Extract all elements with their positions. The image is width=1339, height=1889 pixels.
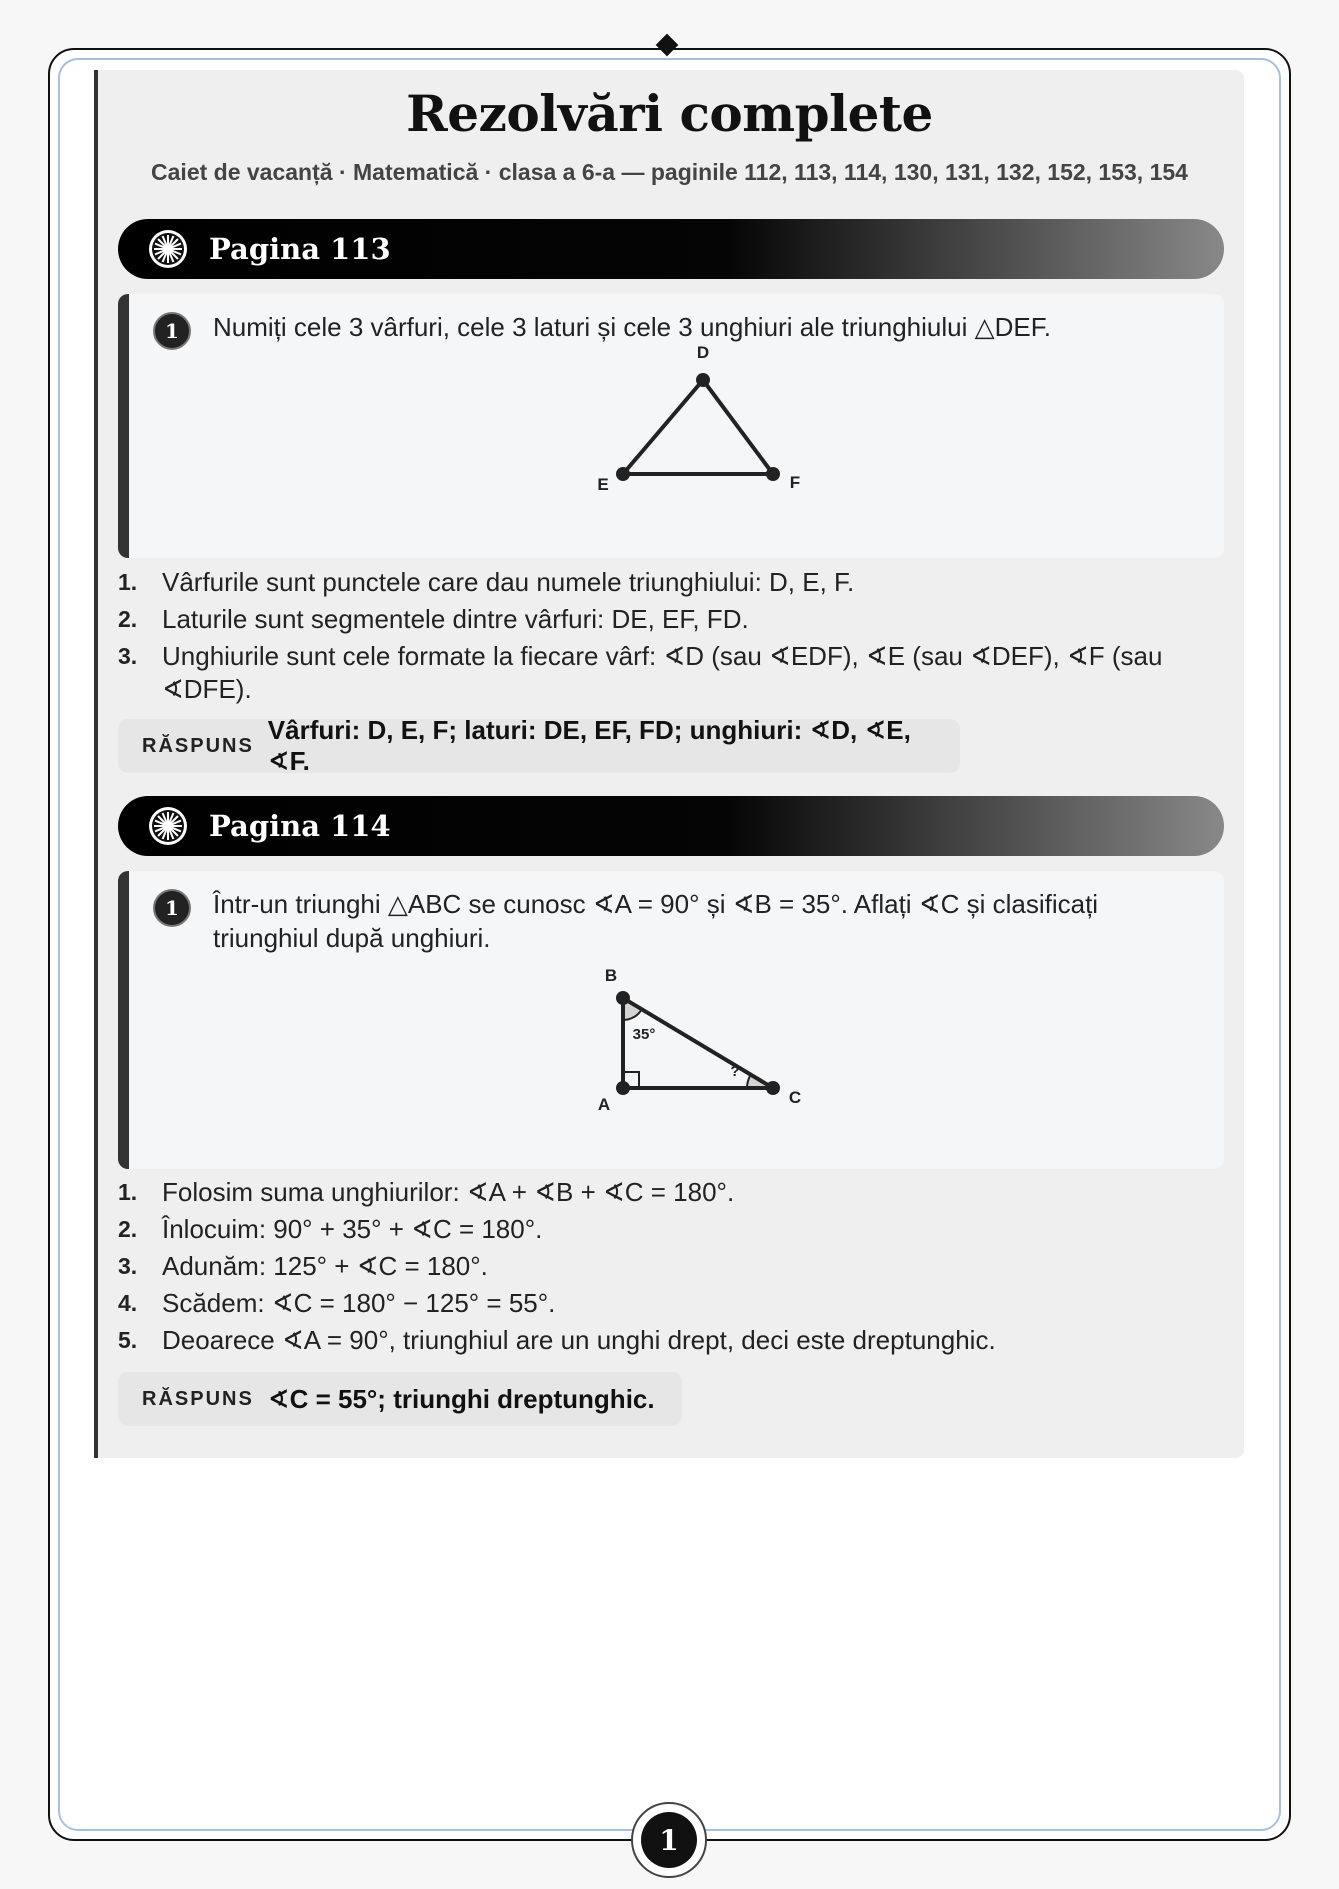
answer-label: RĂSPUNS	[142, 734, 254, 757]
vertex-label-f: F	[789, 473, 801, 492]
sunburst-icon	[148, 229, 188, 269]
step-item: 1. Folosim suma unghiurilor: ∢A + ∢B + ∢C = 180°.	[118, 1177, 735, 1207]
solution-steps	[118, 1176, 1198, 1361]
sunburst-icon	[148, 806, 188, 846]
problem-statement: Într-un triunghi △ABC se cunosc ∢A = 90° și ∢B = 35°. Aflați ∢C și clasificați triunghiul după unghiuri.	[213, 889, 1099, 953]
problem-statement: Numiți cele 3 vârfuri, cele 3 laturi și cele 3 unghiuri ale triunghiului △DEF.	[213, 312, 1051, 342]
step-item: 1. Vârfurile sunt punctele care dau numele triunghiului: D, E, F.	[118, 567, 855, 597]
step-item: 2. Înlocuim: 90° + 35° + ∢C = 180°.	[118, 1214, 543, 1244]
angle-b-label: 35°	[632, 1026, 656, 1043]
section-header-pagina-113	[118, 219, 1224, 279]
page-title: Rezolvări complete	[406, 84, 933, 143]
vertex-label-e: E	[597, 475, 609, 494]
step-item: 3. Adunăm: 125° + ∢C = 180°.	[118, 1251, 488, 1281]
angle-c-label: ?	[730, 1063, 740, 1080]
section-title: Pagina 114	[209, 809, 391, 843]
problem-card	[118, 871, 1224, 1169]
solution-steps	[118, 566, 1198, 710]
triangle-abc-figure	[599, 959, 839, 1139]
page-subtitle: Caiet de vacanță · Matematică · clasa a 6-a — paginile 112, 113, 114, 130, 131, 132, 152, 153, 154	[151, 159, 1188, 185]
answer-text: ∢C = 55°; triunghi dreptunghic.	[267, 1383, 655, 1414]
page-number-badge	[631, 1802, 707, 1878]
answer-box	[118, 1372, 682, 1426]
vertex-label-d: D	[696, 343, 710, 362]
problem-card	[118, 294, 1224, 558]
problem-number-badge: 1	[153, 312, 191, 350]
problem-number-badge: 1	[153, 889, 191, 927]
answer-box	[118, 715, 960, 776]
page-number: 1	[641, 1812, 697, 1868]
step-item: 3. Unghiurile sunt cele formate la fiecare vârf: ∢D (sau ∢EDF), ∢E (sau ∢DEF), ∢F (sau ∢DFE).	[118, 641, 1163, 704]
step-item: 2. Laturile sunt segmentele dintre vârfuri: DE, EF, FD.	[118, 604, 749, 634]
section-header-pagina-114	[118, 796, 1224, 856]
triangle-def-figure	[599, 344, 839, 524]
vertex-label-c: C	[788, 1088, 802, 1107]
step-item: 5. Deoarece ∢A = 90°, triunghiul are un unghi drept, deci este dreptunghic.	[118, 1325, 996, 1355]
section-title: Pagina 113	[209, 232, 391, 266]
step-item: 4. Scădem: ∢C = 180° − 125° = 55°.	[118, 1288, 556, 1318]
answer-text: Vârfuri: D, E, F; laturi: DE, EF, FD; unghiuri: ∢D, ∢E, ∢F.	[267, 715, 911, 776]
answer-label: RĂSPUNS	[142, 1387, 254, 1410]
vertex-label-b: B	[604, 966, 618, 985]
vertex-label-a: A	[597, 1095, 611, 1114]
